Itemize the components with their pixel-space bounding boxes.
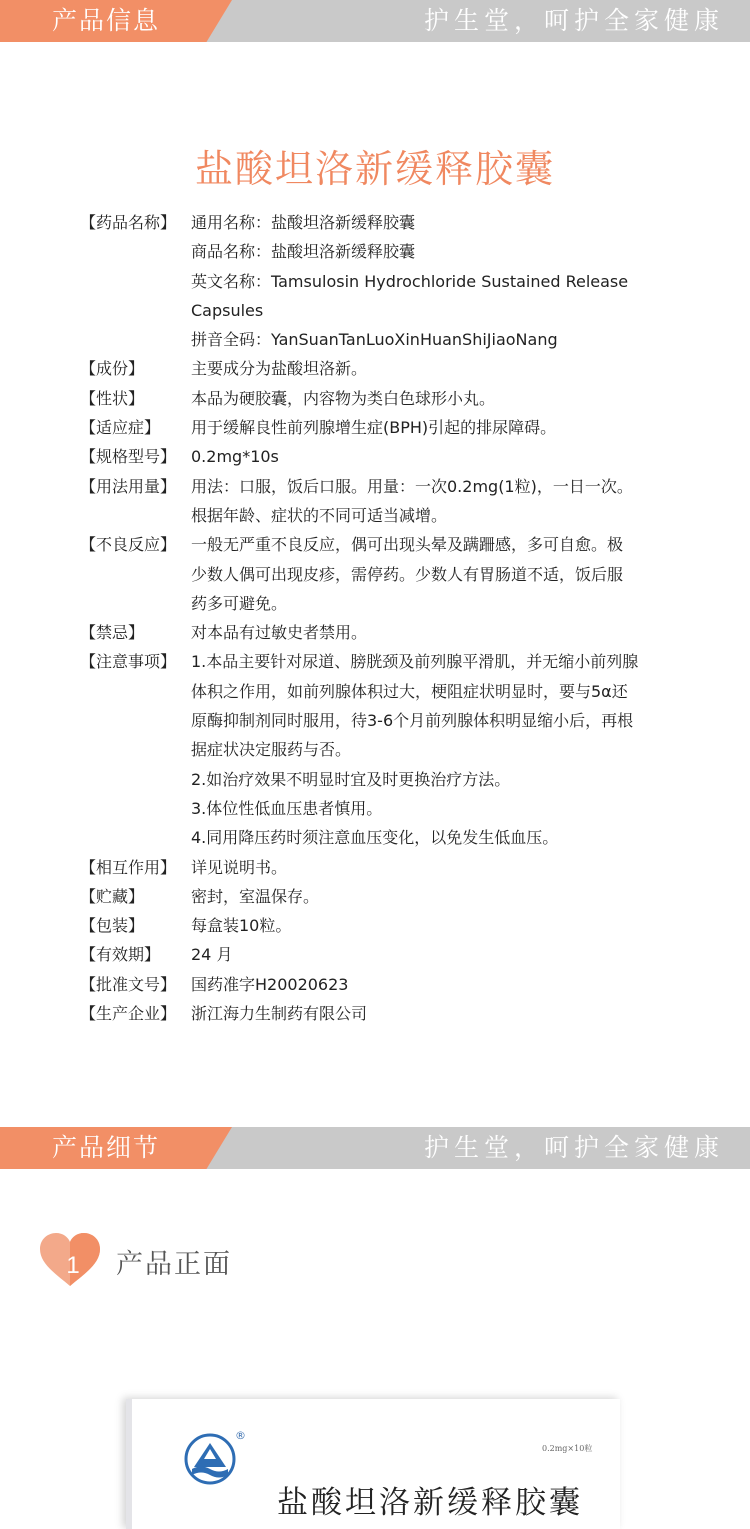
info-value-line: 密封，室温保存。 <box>191 886 320 906</box>
registered-mark: ® <box>235 1429 246 1442</box>
heart-icon <box>38 1232 102 1288</box>
info-value-line: 商品名称：盐酸坦洛新缓释胶囊 <box>191 242 416 262</box>
info-value-line: 详见说明书。 <box>191 857 288 877</box>
info-row <box>0 882 750 911</box>
package-product-name: 盐酸坦洛新缓释胶囊 <box>277 1485 583 1521</box>
info-value-line: Capsules <box>191 300 264 320</box>
info-value-line: 英文名称：Tamsulosin Hydrochloride Sustained Release <box>191 271 629 291</box>
banner-slogan: 护生堂，呵护全家健康 <box>423 1133 724 1162</box>
info-row <box>0 208 750 354</box>
info-key: 【包装】 <box>80 916 145 936</box>
info-value <box>191 999 666 1028</box>
info-value-line: 拼音全码：YanSuanTanLuoXinHuanShiJiaoNang <box>191 330 558 350</box>
info-row <box>0 384 750 413</box>
info-row <box>0 618 750 647</box>
info-value-line: 24 月 <box>191 945 233 965</box>
info-value <box>191 970 666 999</box>
info-row <box>0 442 750 471</box>
info-row <box>0 413 750 442</box>
section-number: 1 <box>66 1252 80 1279</box>
info-value <box>191 940 666 969</box>
info-key: 【药品名称】 <box>80 213 177 232</box>
info-value-line: 据症状决定服药与否。 <box>191 740 352 760</box>
info-value-line: 主要成分为盐酸坦洛新。 <box>191 359 368 379</box>
info-value-line: 4.同用降压药时须注意血压变化，以免发生低血压。 <box>191 828 559 848</box>
section-label: 产品正面 <box>116 1249 232 1280</box>
info-key: 【成份】 <box>80 359 145 379</box>
info-key: 【规格型号】 <box>80 447 177 467</box>
info-key: 【相互作用】 <box>80 857 177 877</box>
info-value-line: 对本品有过敏史者禁用。 <box>191 623 368 643</box>
info-key: 【生产企业】 <box>80 1004 177 1024</box>
info-value <box>191 472 666 531</box>
info-value-line: 根据年龄、症状的不同可适当减增。 <box>191 505 448 525</box>
info-value-line: 浙江海力生制药有限公司 <box>191 1004 368 1024</box>
info-value-line: 1.本品主要针对尿道、膀胱颈及前列腺平滑肌，并无缩小前列腺 <box>191 652 639 672</box>
info-row <box>0 940 750 969</box>
info-row <box>0 472 750 531</box>
info-key: 【性状】 <box>80 388 145 408</box>
info-value-line: 原酶抑制剂同时服用，待3-6个月前列腺体积明显缩小后，再根 <box>191 711 634 731</box>
info-value-line: 用于缓解良性前列腺增生症(BPH)引起的排尿障碍。 <box>191 418 557 438</box>
info-value-line: 国药准字H20020623 <box>191 974 349 994</box>
info-row <box>0 647 750 852</box>
product-info-banner <box>0 0 750 42</box>
info-key: 【禁忌】 <box>80 623 145 643</box>
info-row <box>0 999 750 1028</box>
info-row <box>0 853 750 882</box>
info-key: 【批准文号】 <box>80 974 177 994</box>
info-row <box>0 530 750 618</box>
info-value-line: 2.如治疗效果不明显时宜及时更换治疗方法。 <box>191 769 511 789</box>
product-info-table <box>0 208 750 1028</box>
info-value-line: 用法：口服，饭后口服。用量：一次0.2mg(1粒)，一日一次。 <box>191 476 633 496</box>
info-row <box>0 911 750 940</box>
info-value-line: 少数人偶可出现皮疹，需停药。少数人有胃肠道不适，饭后服 <box>191 564 624 584</box>
info-value-line: 通用名称：盐酸坦洛新缓释胶囊 <box>191 213 416 232</box>
product-package-image <box>126 1399 620 1529</box>
info-value <box>191 647 666 852</box>
info-value <box>191 882 666 911</box>
info-key: 【用法用量】 <box>80 476 177 496</box>
info-value <box>191 530 666 618</box>
banner-section-label: 产品信息 <box>52 6 161 35</box>
info-key: 【注意事项】 <box>80 652 177 672</box>
info-value-line: 3.体位性低血压患者慎用。 <box>191 798 383 818</box>
info-key: 【贮藏】 <box>80 886 145 906</box>
info-key: 【有效期】 <box>80 945 161 965</box>
product-detail-banner <box>0 1127 750 1169</box>
info-value-line: 一般无严重不良反应，偶可出现头晕及蹒跚感，多可自愈。极 <box>191 535 624 555</box>
info-value <box>191 442 666 471</box>
info-row <box>0 354 750 383</box>
info-value-line: 本品为硬胶囊，内容物为类白色球形小丸。 <box>191 388 496 408</box>
info-key: 【不良反应】 <box>80 535 177 555</box>
info-value <box>191 354 666 383</box>
banner-slogan: 护生堂，呵护全家健康 <box>423 6 724 35</box>
info-key: 【适应症】 <box>80 418 161 438</box>
info-value-line: 体积之作用，如前列腺体积过大，梗阻症状明显时，要与5α还 <box>191 681 628 701</box>
product-title: 盐酸坦洛新缓释胶囊 <box>194 147 555 191</box>
package-spec: 0.2mg×10粒 <box>542 1444 593 1453</box>
info-value <box>191 384 666 413</box>
detail-section-heading <box>38 1232 438 1288</box>
info-value-line: 每盒装10粒。 <box>191 916 292 936</box>
info-value <box>191 911 666 940</box>
info-value <box>191 413 666 442</box>
info-value <box>191 208 666 354</box>
logo-icon <box>184 1433 236 1485</box>
info-row <box>0 970 750 999</box>
info-value-line: 0.2mg*10s <box>191 447 279 467</box>
banner-section-label: 产品细节 <box>52 1133 161 1162</box>
info-value <box>191 853 666 882</box>
info-value <box>191 618 666 647</box>
info-value-line: 药多可避免。 <box>191 593 288 613</box>
